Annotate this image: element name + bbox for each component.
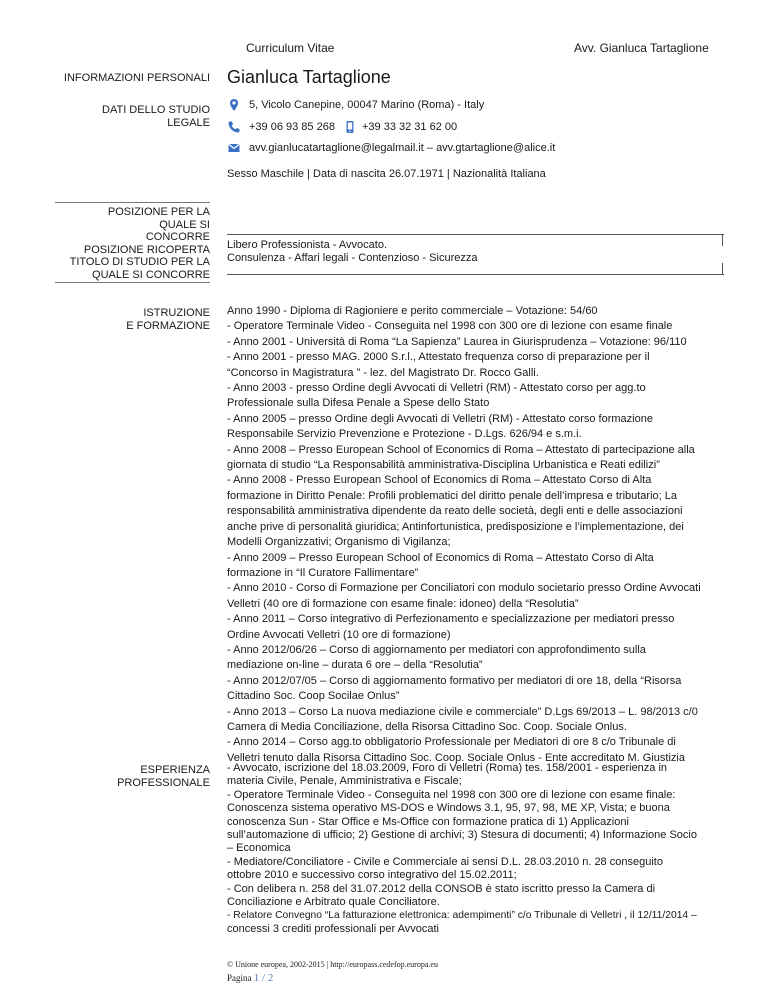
mobile-phone-icon xyxy=(343,120,357,134)
education-line: “Concorso in Magistratura ” - lez. del Magistrato Dr. Rocco Galli. xyxy=(227,366,539,379)
person-name: Gianluca Tartaglione xyxy=(227,67,391,87)
education-line: responsabilità amministrativa dipendente da reato delle società, degli enti e delle associazioni xyxy=(227,505,683,518)
position-line-1: Libero Professionista - Avvocato. xyxy=(227,239,387,251)
footer-pagination xyxy=(227,972,273,984)
personal-details: Sesso Maschile | Data di nascita 26.07.1971 | Nazionalità Italiana xyxy=(227,168,546,180)
education-line: formazione in “Il Curatore Fallimentare” xyxy=(227,566,419,579)
footer-copyright: © Unione europea, 2002-2015 | http://europass.cedefop.europa.eu xyxy=(227,960,438,969)
education-line: - Anno 2001 - Università di Roma “La Sapienza” Laurea in Giurisprudenza – Votazione: 96/110 xyxy=(227,335,687,348)
education-line: formazione in Diritto Penale: Profili problematici del diritto penale dell’impresa e tributario; La xyxy=(227,489,677,502)
education-line: Anno 1990 - Diploma di Ragioniere e perito commerciale – Votazione: 54/60 xyxy=(227,305,598,317)
education-line: mediazione on-line – durata 6 ore – della “Resolutia” xyxy=(227,659,483,672)
education-line: - Anno 2012/07/05 – Corso di aggiornamento formativo per mediatori di ore 18, della “Risorsa xyxy=(227,674,682,687)
education-line: Responsabile Servizio Prevenzione e Protezione - D.Lgs. 626/94 e s.m.i. xyxy=(227,428,582,441)
education-line: - Anno 2008 – Presso European School of Economics di Roma – Attestato di partecipazione alla xyxy=(227,443,695,456)
position-label-line: POSIZIONE PER LA xyxy=(107,206,210,218)
experience-label-line-2: PROFESSIONALE xyxy=(117,777,210,789)
header-left-title: Curriculum Vitae xyxy=(246,41,335,55)
education-label xyxy=(45,307,210,333)
position-box-bottom-tick xyxy=(722,263,723,275)
education-line: - Anno 2013 – Corso La nuova mediazione civile e commerciale” D.Lgs 69/2013 – L. 98/2013 c/0 xyxy=(227,705,698,718)
education-line: - Anno 2010 - Corso di Formazione per Conciliatori con modulo societario presso Ordine Avvocati xyxy=(227,582,701,595)
position-line-2: Consulenza - Affari legali - Contenzioso - Sicurezza xyxy=(227,252,478,264)
experience-line: sull’automazione di ufficio; 2) Gestione di archivi; 3) Stesura di documenti; 4) Informazione Socio xyxy=(227,829,697,842)
position-label-line: QUALE SI xyxy=(159,218,210,231)
experience-line: materia Civile, Penale, Amministrativa e Fiscale; xyxy=(227,775,462,788)
page-label: Pagina xyxy=(227,973,252,983)
page-separator: / xyxy=(259,972,268,984)
education-list xyxy=(227,304,727,766)
section-divider-position xyxy=(55,202,210,203)
experience-list xyxy=(227,762,727,936)
education-line: Professionale sulla Difesa Penale a Spese dello Stato xyxy=(227,397,490,410)
experience-line: Conoscenza sistema operativo MS-DOS e Windows 3.1, 95, 97, 98, ME XP, Vista; e buona xyxy=(227,802,670,815)
position-label xyxy=(45,206,210,281)
page-total: 2 xyxy=(267,972,274,984)
position-box-top-tick xyxy=(722,234,723,246)
experience-line: - Con delibera n. 258 del 31.07.2012 della CONSOB è stato iscritto presso la Camera di xyxy=(227,882,656,895)
studio-label-line-2: LEGALE xyxy=(167,117,210,129)
email-addresses[interactable]: avv.gianlucatartaglione@legalmail.it – avv.gtartaglione@alice.it xyxy=(249,142,556,154)
education-line: - Anno 2001 - presso MAG. 2000 S.r.l., Attestato frequenza corso di preparazione per il xyxy=(227,351,650,364)
education-line: Ordine Avvocati Velletri (10 ore di formazione) xyxy=(227,628,451,641)
education-line: Velletri tenuto dalla Risorsa Cittadino Soc. Coop. Sociale Onlus - Ente accreditato M. Giustizia xyxy=(227,751,685,764)
experience-line: concessi 3 crediti professionali per Avvocati xyxy=(227,922,439,935)
education-line: giornata di studio “La Responsabilità amministrativa-Disciplina Urbanistica e Reati edilizi” xyxy=(227,459,660,472)
position-box-top-border xyxy=(227,234,724,235)
section-divider-education xyxy=(55,282,210,283)
education-line: anche prive di personalità giuridica; Antinfortunistica, predisposizione e l’implementazione, dei xyxy=(227,520,684,533)
position-box-bottom-border xyxy=(227,274,724,275)
personal-info-label: INFORMAZIONI PERSONALI xyxy=(63,72,210,84)
studio-label-line-1: DATI DELLO STUDIO xyxy=(102,104,210,116)
education-line: - Operatore Terminale Video - Conseguita nel 1998 con 300 ore di lezione con esame finale xyxy=(227,320,673,333)
experience-line: - Avvocato, iscrizione del 18.03.2009, Foro di Velletri (Roma) tes. 158/2001 - esperienza in xyxy=(227,762,668,774)
education-line: - Anno 2005 – presso Ordine degli Avvocati di Velletri (RM) - Attestato corso formazione xyxy=(227,412,653,425)
phone-icon xyxy=(227,120,241,134)
education-line: Camera di Media Conciliazione, della Risorsa Cittadino Soc. Coop. Sociale Onlus. xyxy=(227,720,627,733)
experience-line: - Relatore Convegno “La fatturazione elettronica: adempimenti” c/o Tribunale di Velletri , il 12/11/2014 – xyxy=(227,910,697,922)
experience-line: – Economica xyxy=(227,842,291,855)
experience-line: - Mediatore/Conciliatore - Civile e Commerciale ai sensi D.L. 28.03.2010 n. 28 conseguito xyxy=(227,855,663,868)
experience-line: Conciliazione e Arbitrato quale Conciliatore. xyxy=(227,896,440,909)
education-line: - Anno 2014 – Corso agg.to obbligatorio Professionale per Mediatori di ore 8 c/o Tribunale di xyxy=(227,736,676,749)
position-label-line: CONCORRE xyxy=(145,231,210,243)
education-line: Cittadino Soc. Coop Socilae Onlus” xyxy=(227,690,400,703)
education-label-line-1: ISTRUZIONE xyxy=(143,307,210,319)
experience-label xyxy=(45,764,210,790)
position-label-line: QUALE SI CONCORRE xyxy=(92,268,210,281)
phone-number[interactable]: +39 06 93 85 268 xyxy=(249,121,335,133)
education-line: - Anno 2009 – Presso European School of Economics di Roma – Attestato Corso di Alta xyxy=(227,551,654,564)
studio-label xyxy=(45,104,210,130)
experience-label-line-1: ESPERIENZA xyxy=(140,764,210,776)
experience-line: - Operatore Terminale Video - Conseguita nel 1998 con 300 ore di lezione con esame finale: xyxy=(227,788,676,801)
location-pin-icon xyxy=(227,98,241,112)
education-line: Velletri (40 ore di formazione con esame finale: idoneo) della “Resolutia” xyxy=(227,597,579,610)
education-line: - Anno 2008 - Presso European School of Economics di Roma – Attestato Corso di Alta xyxy=(227,474,652,487)
page-number: 1 xyxy=(253,972,260,984)
experience-line: ottobre 2010 e successivo corso integrativo del 15.02.2011; xyxy=(227,869,517,882)
header-right-title: Avv. Gianluca Tartaglione xyxy=(574,41,709,55)
education-line: - Anno 2012/06/26 – Corso di aggiornamento per mediatori con approfondimento sulla xyxy=(227,643,646,656)
position-label-line: TITOLO DI STUDIO PER LA xyxy=(69,256,210,268)
experience-line: conoscenza Sun - Star Office e Ms-Office con formazione pratica di 1) Applicazioni xyxy=(227,815,629,828)
address: 5, Vicolo Canepine, 00047 Marino (Roma) - Italy xyxy=(249,99,485,111)
email-icon xyxy=(227,141,241,155)
education-line: - Anno 2011 – Corso integrativo di Perfezionamento e specializzazione per mediatori presso xyxy=(227,613,675,626)
position-label-line: POSIZIONE RICOPERTA xyxy=(83,243,210,256)
education-line: Modelli Organizzativi; Organismo di Vigilanza; xyxy=(227,536,451,549)
mobile-number[interactable]: +39 33 32 31 62 00 xyxy=(362,121,458,133)
education-label-line-2: E FORMAZIONE xyxy=(126,320,210,332)
education-line: - Anno 2003 - presso Ordine degli Avvocati di Velletri (RM) - Attestato corso per agg.to xyxy=(227,382,646,395)
